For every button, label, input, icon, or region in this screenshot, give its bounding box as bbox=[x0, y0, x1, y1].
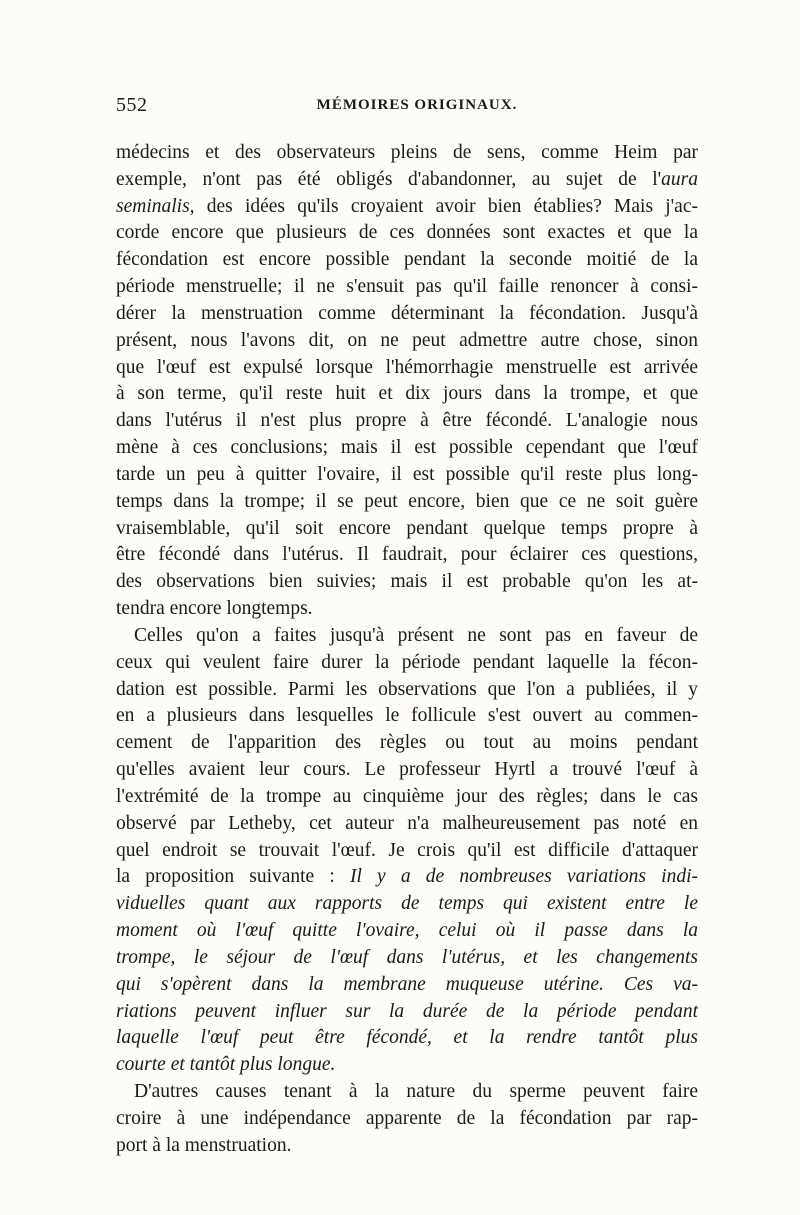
text-line: dation est possible. Parmi les observations que l'on a publiées, il y bbox=[116, 678, 698, 700]
text-line: Celles qu'on a faites jusqu'à présent ne sont pas en faveur de bbox=[134, 624, 698, 646]
text-line: l'extrémité de la trompe au cinquième jour des règles; dans le cas bbox=[116, 785, 698, 807]
text-line: en a plusieurs dans lesquelles le follicule s'est ouvert au commen- bbox=[116, 705, 698, 727]
text-line: ceux qui veulent faire durer la période pendant laquelle la fécon- bbox=[116, 651, 698, 673]
text-line: dans l'utérus il n'est plus propre à être fécondé. L'analogie nous bbox=[116, 410, 698, 432]
text-line: moment où l'œuf quitte l'ovaire, celui où il passe dans la bbox=[116, 920, 698, 942]
text-line: quel endroit se trouvait l'œuf. Je crois qu'il est difficile d'attaquer bbox=[116, 839, 698, 861]
text-line: riations peuvent influer sur la durée de la période pendant bbox=[116, 1000, 698, 1022]
text-line: observé par Letheby, cet auteur n'a malheureusement pas noté en bbox=[116, 812, 698, 834]
text-line: cement de l'apparition des règles ou tout au moins pendant bbox=[116, 732, 698, 754]
text-line: tarde un peu à quitter l'ovaire, il est possible qu'il reste plus long- bbox=[116, 463, 698, 485]
text-line: temps dans la trompe; il se peut encore, bien que ce ne soit guère bbox=[116, 490, 698, 512]
text-line: trompe, le séjour de l'œuf dans l'utérus, et les changements bbox=[116, 946, 698, 968]
text-line: être fécondé dans l'utérus. Il faudrait, pour éclairer ces questions, bbox=[116, 544, 698, 566]
running-head: MÉMOIRES ORIGINAUX. bbox=[316, 97, 518, 113]
text-line: vraisemblable, qu'il soit encore pendant quelque temps propre à bbox=[116, 517, 698, 539]
text-line: qui s'opèrent dans la membrane muqueuse utérine. Ces va- bbox=[116, 973, 698, 995]
text-line: croire à une indépendance apparente de la fécondation par rap- bbox=[116, 1107, 698, 1129]
body-text bbox=[116, 140, 698, 1159]
text-line: seminalis, des idées qu'ils croyaient avoir bien établies? Mais j'ac- bbox=[116, 195, 698, 217]
page-header bbox=[116, 94, 698, 120]
text-line: mène à ces conclusions; mais il est possible cependant que l'œuf bbox=[116, 437, 698, 459]
text-line: période menstruelle; il ne s'ensuit pas qu'il faille renoncer à consi- bbox=[116, 276, 698, 298]
text-line: à son terme, qu'il reste huit et dix jours dans la trompe, et que bbox=[116, 383, 698, 405]
text-line: qu'elles avaient leur cours. Le professeur Hyrtl a trouvé l'œuf à bbox=[116, 759, 698, 781]
text-line: port à la menstruation. bbox=[116, 1134, 292, 1156]
text-line: la proposition suivante : Il y a de nombreuses variations indi- bbox=[116, 866, 699, 888]
text-line: courte et tantôt plus longue. bbox=[116, 1054, 336, 1076]
text-line: présent, nous l'avons dit, on ne peut admettre autre chose, sinon bbox=[116, 329, 698, 351]
text-line: des observations bien suivies; mais il est probable qu'on les at- bbox=[116, 571, 698, 593]
text-line: dérer la menstruation comme déterminant la fécondation. Jusqu'à bbox=[116, 302, 698, 324]
text-line: tendra encore longtemps. bbox=[116, 598, 313, 620]
text-line: que l'œuf est expulsé lorsque l'hémorrhagie menstruelle est arrivée bbox=[116, 356, 698, 378]
text-line: corde encore que plusieurs de ces données sont exactes et que la bbox=[116, 222, 698, 244]
text-line: médecins et des observateurs pleins de sens, comme Heim par bbox=[116, 142, 698, 163]
text-line: fécondation est encore possible pendant la seconde moitié de la bbox=[116, 249, 698, 271]
page-number: 552 bbox=[116, 94, 148, 116]
text-line: viduelles quant aux rapports de temps qui existent entre le bbox=[116, 893, 698, 915]
text-line: laquelle l'œuf peut être fécondé, et la rendre tantôt plus bbox=[116, 1027, 698, 1049]
text-line: exemple, n'ont pas été obligés d'abandonner, au sujet de l'aura bbox=[116, 168, 698, 190]
text-line: D'autres causes tenant à la nature du sperme peuvent faire bbox=[134, 1080, 698, 1102]
